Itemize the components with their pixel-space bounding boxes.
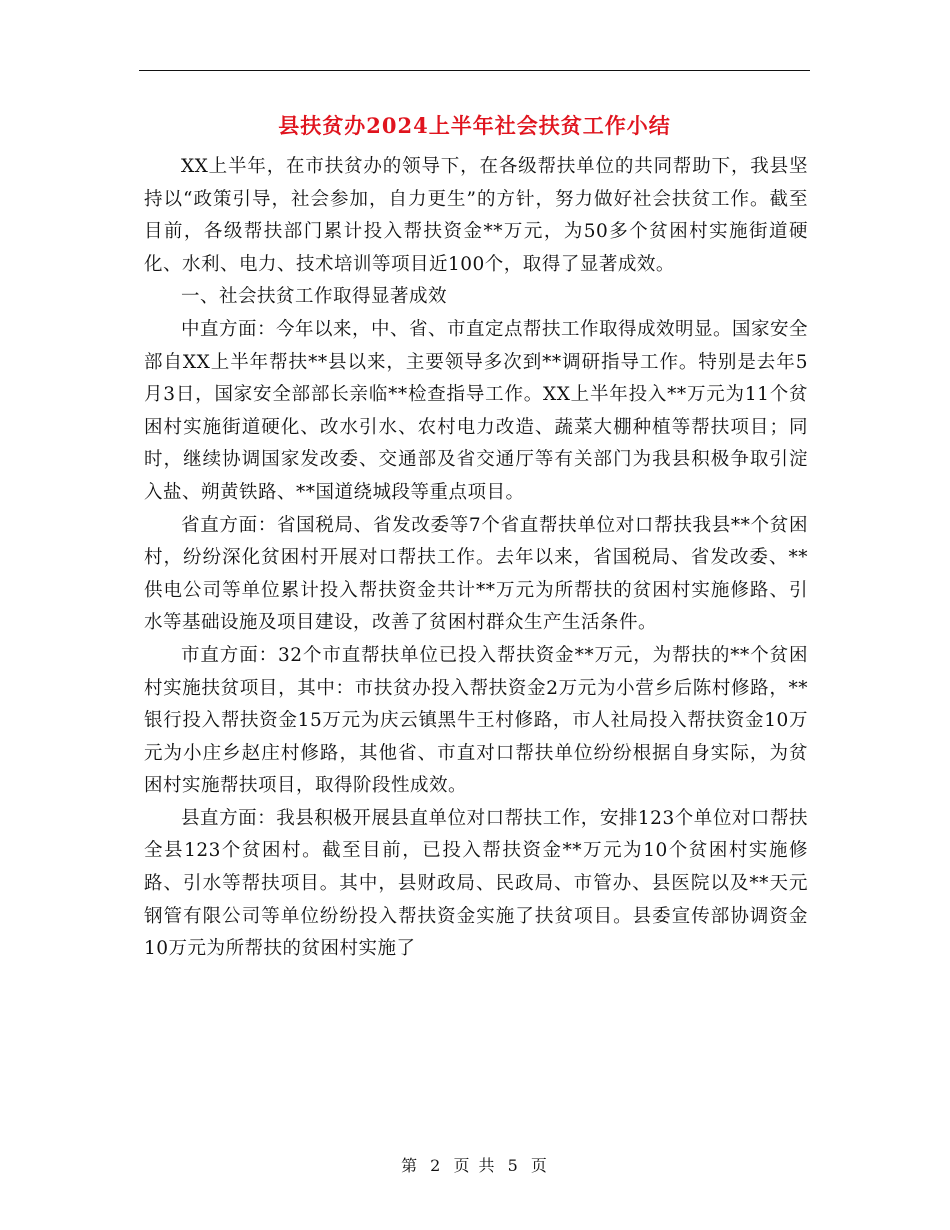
footer-page-number: 2	[430, 1156, 443, 1175]
document-title: 县扶贫办2024上半年社会扶贫工作小结	[278, 113, 671, 138]
section-heading: 一、社会扶贫工作取得显著成效	[181, 286, 448, 308]
footer-total-pages: 5	[507, 1156, 520, 1175]
document-body	[144, 151, 808, 966]
paragraph-central: 中直方面：今年以来，中、省、市直定点帮扶工作取得成效明显。国家安全部自XX上半年帮扶**县以来，主要领导多次到**调研指导工作。特别是去年5月3日，国家安全部部长亲临**检查指导工作。XX上半年投入**万元为11个贫困村实施街道硬化、改水引水、农村电力改造、蔬菜大棚种植等帮扶项目；同时，继续协调国家发改委、交通部及省交通厅等有关部门为我县积极争取引淀入盐、朔黄铁路、**国道绕城段等重点项目。	[144, 318, 809, 503]
footer-middle: 页 共	[453, 1156, 497, 1175]
page-footer	[0, 1153, 950, 1176]
paragraph-municipal: 市直方面：32个市直帮扶单位已投入帮扶资金**万元，为帮扶的**个贫困村实施扶贫项目，其中：市扶贫办投入帮扶资金2万元为小营乡后陈村修路，**银行投入帮扶资金15万元为庆云镇黑牛王村修路，市人社局投入帮扶资金10万元为小庄乡赵庄村修路，其他省、市直对口帮扶单位纷纷根据自身实际，为贫困村实施帮扶项目，取得阶段性成效。	[144, 644, 808, 797]
paragraph-county: 县直方面：我县积极开展县直单位对口帮扶工作，安排123个单位对口帮扶全县123个贫困村。截至目前，已投入帮扶资金**万元为10个贫困村实施修路、引水等帮扶项目。其中，县财政局、民政局、市管办、县医院以及**天元钢管有限公司等单位纷纷投入帮扶资金实施了扶贫项目。县委宣传部协调资金10万元为所帮扶的贫困村实施了	[144, 807, 808, 960]
footer-suffix: 页	[530, 1156, 549, 1175]
header-rule	[139, 70, 810, 71]
paragraph-intro: XX上半年，在市扶贫办的领导下，在各级帮扶单位的共同帮助下，我县坚持以“政策引导，社会参加，自力更生”的方针，努力做好社会扶贫工作。截至目前，各级帮扶部门累计投入帮扶资金**万元，为50多个贫困村实施街道硬化、水利、电力、技术培训等项目近100个，取得了显著成效。	[144, 156, 808, 275]
paragraph-provincial: 省直方面：省国税局、省发改委等7个省直帮扶单位对口帮扶我县**个贫困村，纷纷深化贫困村开展对口帮扶工作。去年以来，省国税局、省发改委、**供电公司等单位累计投入帮扶资金共计**万元为所帮扶的贫困村实施修路、引水等基础设施及项目建设，改善了贫困村群众生产生活条件。	[144, 514, 808, 634]
footer-prefix: 第	[401, 1156, 420, 1175]
